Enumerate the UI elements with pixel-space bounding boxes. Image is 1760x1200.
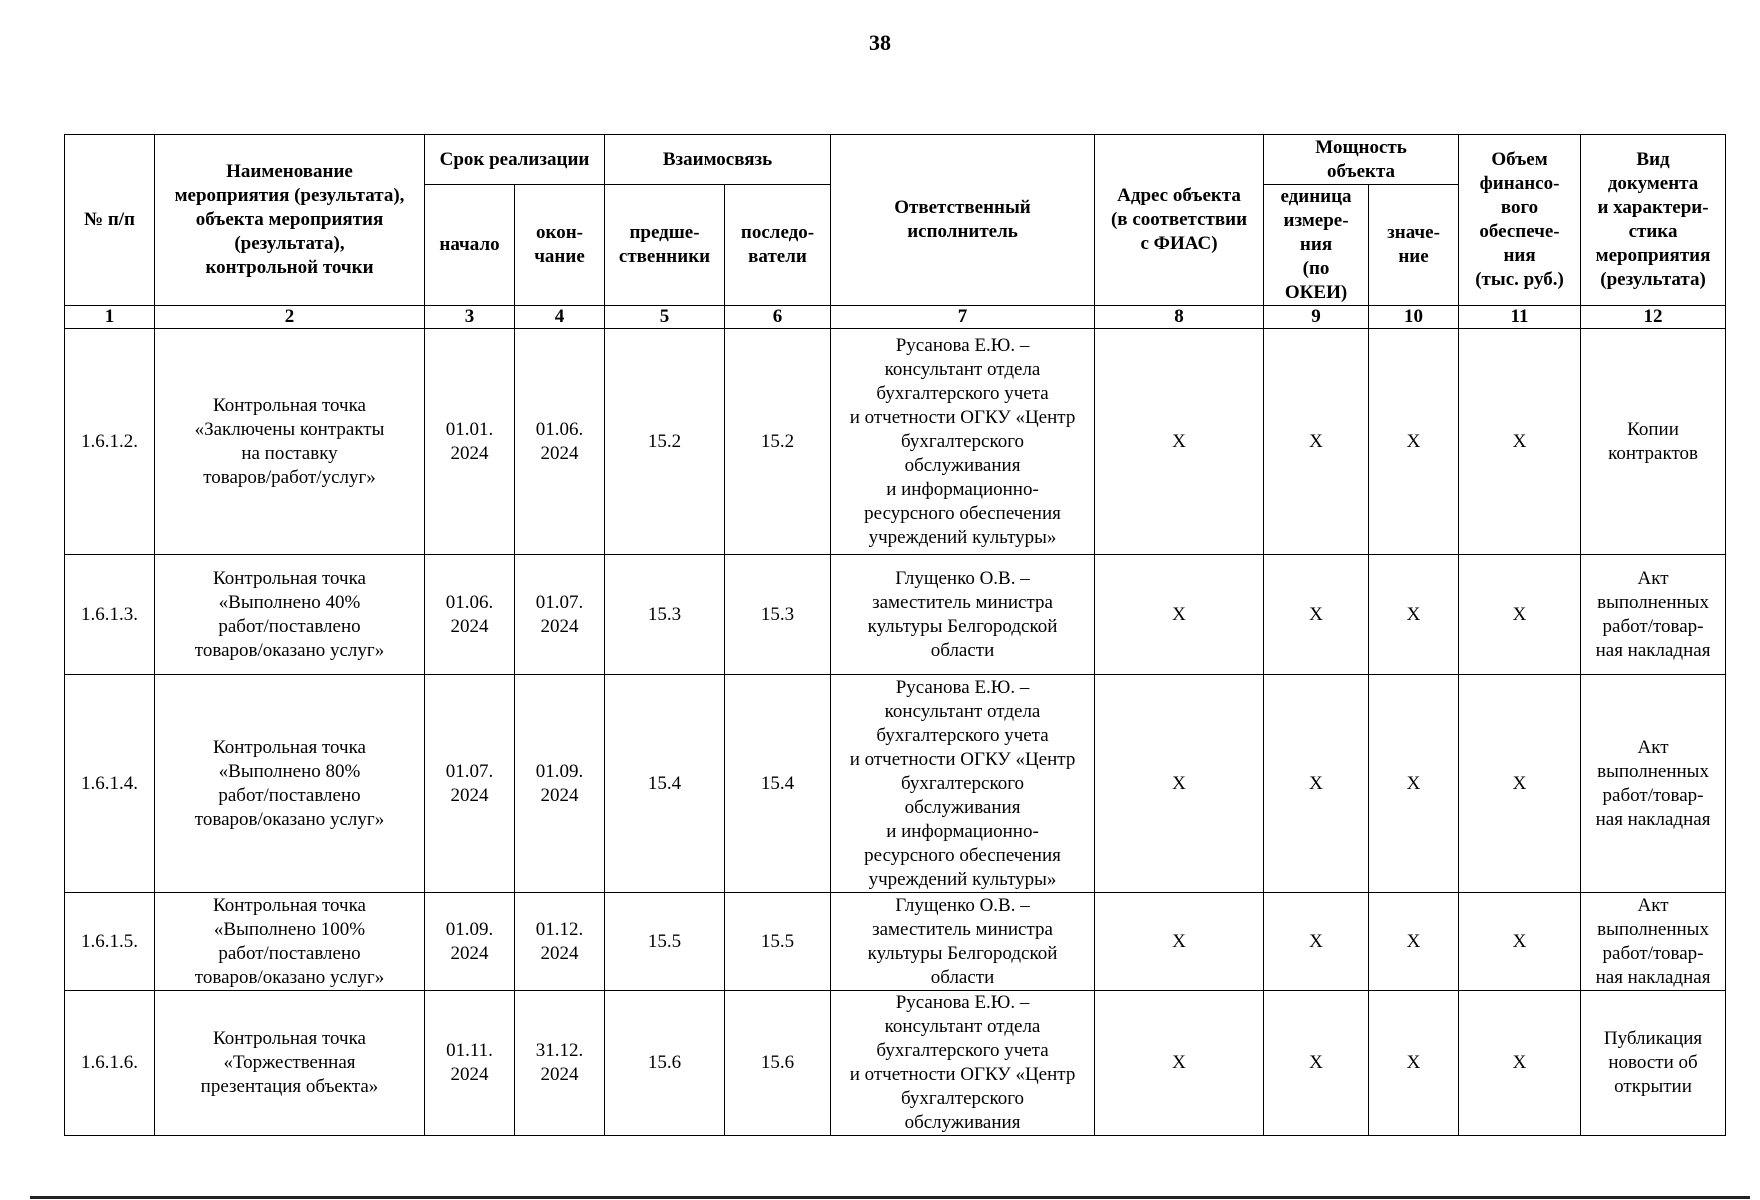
cell-start: 01.07. 2024: [425, 675, 515, 893]
table-row: [65, 555, 1726, 675]
cell-responsible: Глущенко О.В. – заместитель министра культуры Белгородской области: [831, 555, 1095, 675]
cell-predecessors: 15.6: [605, 991, 725, 1136]
header-predecessors: предше- ственники: [605, 185, 725, 306]
cell-address: X: [1095, 555, 1264, 675]
column-number: 3: [425, 306, 515, 329]
cell-value: X: [1369, 991, 1459, 1136]
cell-start: 01.01. 2024: [425, 329, 515, 555]
bottom-rule: [30, 1196, 1750, 1199]
cell-finance: X: [1459, 329, 1581, 555]
cell-predecessors: 15.5: [605, 893, 725, 991]
cell-end: 01.06. 2024: [515, 329, 605, 555]
cell-successors: 15.6: [725, 991, 831, 1136]
cell-predecessors: 15.3: [605, 555, 725, 675]
cell-unit: X: [1264, 329, 1369, 555]
cell-name: Контрольная точка «Выполнено 40% работ/поставлено товаров/оказано услуг»: [155, 555, 425, 675]
column-number: 1: [65, 306, 155, 329]
column-number: 11: [1459, 306, 1581, 329]
header-name: Наименование мероприятия (результата), объекта мероприятия (результата), контрольной точки: [155, 135, 425, 306]
page-number: 38: [869, 30, 891, 55]
cell-unit: X: [1264, 675, 1369, 893]
activity-plan-table: [64, 134, 1726, 1136]
cell-predecessors: 15.2: [605, 329, 725, 555]
cell-responsible: Русанова Е.Ю. – консультант отдела бухгалтерского учета и отчетности ОГКУ «Центр бухгалтерского обслуживания и информационно- ресурсного обеспечения учреждений культуры»: [831, 675, 1095, 893]
table-row: [65, 893, 1726, 991]
cell-address: X: [1095, 675, 1264, 893]
column-number: 7: [831, 306, 1095, 329]
cell-value: X: [1369, 329, 1459, 555]
header-end: окон- чание: [515, 185, 605, 306]
header-start: начало: [425, 185, 515, 306]
cell-unit: X: [1264, 991, 1369, 1136]
cell-document: Акт выполненных работ/товар- ная накладная: [1581, 555, 1726, 675]
cell-no: 1.6.1.3.: [65, 555, 155, 675]
header-finance: Объем финансо- вого обеспече- ния (тыс. руб.): [1459, 135, 1581, 306]
table-row: [65, 991, 1726, 1136]
cell-start: 01.11. 2024: [425, 991, 515, 1136]
header-row-1: [65, 135, 1726, 185]
header-document: Вид документа и характери- стика мероприятия (результата): [1581, 135, 1726, 306]
table-row: [65, 675, 1726, 893]
cell-finance: X: [1459, 893, 1581, 991]
cell-document: Публикация новости об открытии: [1581, 991, 1726, 1136]
cell-unit: X: [1264, 555, 1369, 675]
cell-address: X: [1095, 991, 1264, 1136]
cell-end: 31.12. 2024: [515, 991, 605, 1136]
cell-no: 1.6.1.2.: [65, 329, 155, 555]
cell-responsible: Русанова Е.Ю. – консультант отдела бухгалтерского учета и отчетности ОГКУ «Центр бухгалтерского обслуживания и информационно- ресурсного обеспечения учреждений культуры»: [831, 329, 1095, 555]
cell-name: Контрольная точка «Заключены контракты на поставку товаров/работ/услуг»: [155, 329, 425, 555]
cell-name: Контрольная точка «Выполнено 80% работ/поставлено товаров/оказано услуг»: [155, 675, 425, 893]
header-responsible: Ответственный исполнитель: [831, 135, 1095, 306]
cell-name: Контрольная точка «Выполнено 100% работ/поставлено товаров/оказано услуг»: [155, 893, 425, 991]
cell-no: 1.6.1.4.: [65, 675, 155, 893]
header-no: № п/п: [65, 135, 155, 306]
cell-document: Акт выполненных работ/товар- ная накладная: [1581, 893, 1726, 991]
cell-document: Копии контрактов: [1581, 329, 1726, 555]
column-number: 6: [725, 306, 831, 329]
cell-responsible: Глущенко О.В. – заместитель министра культуры Белгородской области: [831, 893, 1095, 991]
cell-value: X: [1369, 675, 1459, 893]
cell-no: 1.6.1.6.: [65, 991, 155, 1136]
header-successors: последо- ватели: [725, 185, 831, 306]
cell-finance: X: [1459, 991, 1581, 1136]
cell-responsible: Русанова Е.Ю. – консультант отдела бухгалтерского учета и отчетности ОГКУ «Центр бухгалтерского обслуживания: [831, 991, 1095, 1136]
header-period-group: Срок реализации: [425, 135, 605, 185]
cell-start: 01.09. 2024: [425, 893, 515, 991]
cell-successors: 15.4: [725, 675, 831, 893]
header-capacity-group: Мощность объекта: [1264, 135, 1459, 185]
cell-predecessors: 15.4: [605, 675, 725, 893]
cell-document: Акт выполненных работ/товар- ная накладная: [1581, 675, 1726, 893]
cell-no: 1.6.1.5.: [65, 893, 155, 991]
column-number: 10: [1369, 306, 1459, 329]
column-number: 5: [605, 306, 725, 329]
column-number: 4: [515, 306, 605, 329]
cell-value: X: [1369, 555, 1459, 675]
cell-end: 01.07. 2024: [515, 555, 605, 675]
cell-successors: 15.5: [725, 893, 831, 991]
header-unit: единица измере- ния (по ОКЕИ): [1264, 185, 1369, 306]
cell-start: 01.06. 2024: [425, 555, 515, 675]
column-number: 8: [1095, 306, 1264, 329]
cell-end: 01.09. 2024: [515, 675, 605, 893]
header-address: Адрес объекта (в соответствии с ФИАС): [1095, 135, 1264, 306]
table-row: [65, 329, 1726, 555]
cell-address: X: [1095, 329, 1264, 555]
cell-address: X: [1095, 893, 1264, 991]
column-number-row: [65, 306, 1726, 329]
cell-end: 01.12. 2024: [515, 893, 605, 991]
cell-unit: X: [1264, 893, 1369, 991]
cell-successors: 15.3: [725, 555, 831, 675]
cell-finance: X: [1459, 675, 1581, 893]
cell-finance: X: [1459, 555, 1581, 675]
column-number: 2: [155, 306, 425, 329]
cell-name: Контрольная точка «Торжественная презентация объекта»: [155, 991, 425, 1136]
header-value: значе- ние: [1369, 185, 1459, 306]
column-number: 12: [1581, 306, 1726, 329]
cell-value: X: [1369, 893, 1459, 991]
header-link-group: Взаимосвязь: [605, 135, 831, 185]
cell-successors: 15.2: [725, 329, 831, 555]
column-number: 9: [1264, 306, 1369, 329]
